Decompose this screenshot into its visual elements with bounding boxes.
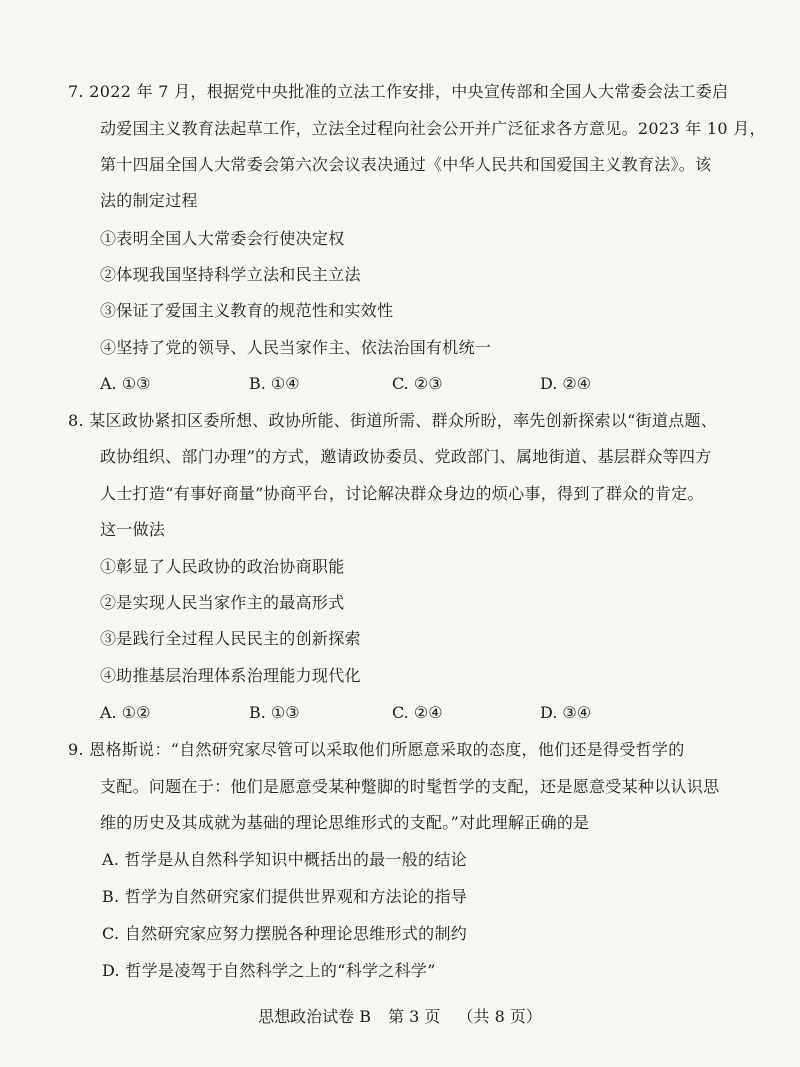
q8-option-d: D. ③④: [540, 703, 592, 722]
q9-stem-2: 支配。问题在于：他们是愿意受某种蹩脚的时髦哲学的支配，还是愿意受某种以认识思: [100, 777, 720, 796]
q7-option-a: A. ①③: [100, 374, 151, 393]
q7-stem-4: 法的制定过程: [100, 191, 198, 210]
q8-item-2: ②是实现人民当家作主的最高形式: [100, 593, 345, 612]
q8-stem-2: 政协组织、部门办理”的方式，邀请政协委员、党政部门、属地街道、基层群众等四方: [100, 447, 712, 466]
q8-option-a: A. ①②: [100, 703, 151, 722]
q7-option-b: B. ①④: [249, 374, 300, 393]
q8-line-1: [68, 410, 717, 432]
q9-option-d: D. 哲学是凌驾于自然科学之上的“科学之科学”: [102, 961, 436, 980]
q9-line-1: [68, 739, 685, 761]
q7-option-d: D. ②④: [540, 374, 592, 393]
footer-total-pages: （共 8 页）: [457, 1007, 542, 1026]
q8-item-1: ①彰显了人民政协的政治协商职能: [100, 557, 345, 576]
footer-page-number: 第 3 页: [388, 1007, 441, 1026]
q8-stem-3: 人士打造“有事好商量”协商平台，讨论解决群众身边的烦心事，得到了群众的肯定。: [100, 484, 704, 503]
q8-option-c: C. ②④: [392, 703, 443, 722]
q8-number: 8.: [68, 411, 84, 430]
q8-option-b: B. ①③: [249, 703, 300, 722]
q7-item-3: ③保证了爱国主义教育的规范性和实效性: [100, 301, 394, 320]
q7-item-1: ①表明全国人大常委会行使决定权: [100, 229, 345, 248]
page-footer: [0, 1006, 800, 1028]
q7-stem-2: 动爱国主义教育法起草工作，立法全过程向社会公开并广泛征求各方意见。2023 年 10 月，: [100, 119, 766, 138]
q7-item-4: ④坚持了党的领导、人民当家作主、依法治国有机统一: [100, 338, 492, 357]
q7-stem-1: 2022 年 7 月，根据党中央批准的立法工作安排，中央宣传部和全国人大常委会法工委启: [89, 82, 729, 101]
q9-stem-3: 维的历史及其成就为基础的理论思维形式的支配。”对此理解正确的是: [100, 813, 590, 832]
q7-stem-3: 第十四届全国人大常委会第六次会议表决通过《中华人民共和国爱国主义教育法》。该: [100, 155, 712, 174]
q7-item-2: ②体现我国坚持科学立法和民主立法: [100, 265, 361, 284]
q9-option-c: C. 自然研究家应努力摆脱各种理论思维形式的制约: [102, 924, 468, 943]
q8-stem-1: 某区政协紧扣区委所想、政协所能、街道所需、群众所盼，率先创新探索以“街道点题、: [89, 411, 718, 430]
q8-item-4: ④助推基层治理体系治理能力现代化: [100, 666, 361, 685]
q8-item-3: ③是践行全过程人民民主的创新探索: [100, 629, 361, 648]
q8-stem-4: 这一做法: [100, 520, 166, 539]
q7-option-c: C. ②③: [392, 374, 443, 393]
footer-paper-title: 思想政治试卷 B: [258, 1007, 371, 1026]
q9-stem-1: 恩格斯说：“自然研究家尽管可以采取他们所愿意采取的态度，他们还是得受哲学的: [89, 740, 685, 759]
q9-option-b: B. 哲学为自然研究家们提供世界观和方法论的指导: [102, 887, 468, 906]
q7-number: 7.: [68, 82, 84, 101]
q9-option-a: A. 哲学是从自然科学知识中概括出的最一般的结论: [102, 850, 467, 869]
q9-number: 9.: [68, 740, 84, 759]
q7-line-1: [68, 81, 728, 103]
